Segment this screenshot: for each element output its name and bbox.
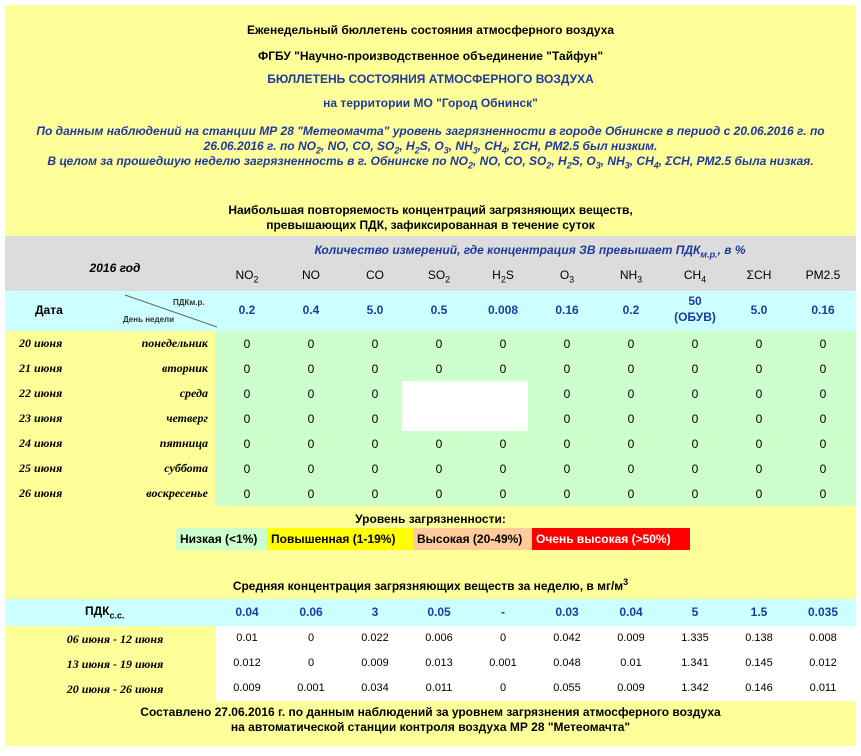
exceedance-cell: 0 <box>627 362 635 376</box>
exceedance-cell: 0 <box>243 362 251 376</box>
pdk-ss-value: - <box>501 605 505 619</box>
footer-note: Составлено 27.06.2016 г. по данным наблюдений за уровнем загрязнения атмосферного воздуха на автоматической станции контроля воздуха МР 28 "Метеомачта" <box>140 705 721 734</box>
average-cell: 1.335 <box>681 632 709 644</box>
exceedance-cell: 0 <box>819 412 827 426</box>
exceedance-cell: 0 <box>307 462 315 476</box>
average-cell: 0.012 <box>233 657 261 669</box>
average-cell: 0.146 <box>745 682 773 694</box>
row-weekday: воскресенье <box>146 486 208 500</box>
pollutant-name: CH <box>683 268 702 282</box>
row-values <box>215 431 856 456</box>
exceedance-cell: 0 <box>627 437 635 451</box>
measurement-caption: Количество измерений, где концентрация ЗВ превышает $ПДК_{м.р.}$, в % <box>314 243 746 260</box>
pollutant-name: NH <box>619 268 638 282</box>
pdk-limit-row <box>5 291 856 331</box>
pdk-limit-value: 5.0 <box>750 303 768 317</box>
pdk-ss-value: 0.035 <box>807 605 839 619</box>
row-weekday: вторник <box>162 361 208 375</box>
exceedance-cell: 0 <box>819 487 827 501</box>
pdk-ss-value: 3 <box>371 605 379 619</box>
territory-title: на территории МО "Город Обнинск" <box>323 96 538 110</box>
average-cell: 0.022 <box>361 632 389 644</box>
pollutant-header <box>727 268 791 282</box>
exceedance-cell: 0 <box>435 462 443 476</box>
exceedance-cell: 0 <box>755 387 763 401</box>
exceedance-cell: 0 <box>499 337 507 351</box>
exceedance-cell: 0 <box>307 437 315 451</box>
exceedance-cell: 0 <box>435 362 443 376</box>
pdk-ss-value: 0.03 <box>555 605 579 619</box>
row-date: 20 июня <box>19 336 63 350</box>
table-row <box>5 456 856 481</box>
summary-text <box>13 124 848 169</box>
average-cell: 1.342 <box>681 682 709 694</box>
repeatability-title: Наибольшая повторяемость концентраций загрязняющих веществ, превышающих ПДК, зафиксированная в течение суток <box>228 203 633 232</box>
exceedance-cell: 0 <box>307 387 315 401</box>
row-date: 26 июня <box>19 486 63 500</box>
week-row <box>5 651 856 676</box>
average-cell: 0.009 <box>617 682 645 694</box>
pdk-ss-value: 5 <box>691 605 699 619</box>
exceedance-cell: 0 <box>371 462 379 476</box>
pollutant-header <box>215 268 279 284</box>
average-cell: 0.138 <box>745 632 773 644</box>
exceedance-cell: 0 <box>563 487 571 501</box>
exceedance-cell: 0 <box>371 437 379 451</box>
row-values <box>215 381 856 406</box>
average-cell: 0.009 <box>617 632 645 644</box>
pollutant-header <box>279 268 343 282</box>
pollutant-name: O <box>559 268 570 282</box>
pdk-limit-value: 0.16 <box>811 303 835 317</box>
average-cell: 0 <box>307 657 315 669</box>
pdk-ss-value: 0.05 <box>427 605 451 619</box>
exceedance-cell: 0 <box>243 462 251 476</box>
row-date: 23 июня <box>19 411 63 425</box>
exceedance-cell: 0 <box>627 412 635 426</box>
row-weekday: четверг <box>166 411 208 425</box>
exceedance-cell: 0 <box>243 387 251 401</box>
exceedance-cell: 0 <box>371 362 379 376</box>
exceedance-cell: 0 <box>499 462 507 476</box>
exceedance-cell: 0 <box>627 462 635 476</box>
pdk-ss-row <box>5 599 856 626</box>
exceedance-cell: 0 <box>627 387 635 401</box>
exceedance-cell: 0 <box>563 437 571 451</box>
exceedance-cell: 0 <box>563 337 571 351</box>
summary-paragraph-1: По данным наблюдений на станции МР 28 "Метеомачта" уровень загрязненности в городе Обнинске в период с 20.06.2016 г. по 26.06.2016 г. по $NO_2$, NO, CO, $SO_2$, $H_2S$, $O_3$, $NH_3$, $CH_4$, ΣCH, PM2.5 был низким. <box>36 124 825 156</box>
exceedance-cell: 0 <box>307 337 315 351</box>
pollutant-subscript: 2 <box>253 274 259 285</box>
average-cell: 0.042 <box>553 632 581 644</box>
average-title: Средняя концентрация загрязняющих веществ за неделю, в $мг/м^3$ <box>232 577 629 593</box>
average-cell: 0.145 <box>745 657 773 669</box>
table-row <box>5 356 856 381</box>
average-cell: 0.055 <box>553 682 581 694</box>
date-column-label: Дата <box>35 303 63 317</box>
exceedance-cell: 0 <box>755 412 763 426</box>
exceedance-cell: 0 <box>755 487 763 501</box>
pollutant-name: NO <box>235 268 254 282</box>
pollutant-subscript: 4 <box>701 274 707 285</box>
pollutant-header <box>663 268 727 284</box>
pdk-ss-value: 0.04 <box>235 605 259 619</box>
exceedance-cell: 0 <box>627 337 635 351</box>
row-values <box>215 356 856 381</box>
week-row <box>5 626 856 651</box>
average-cell: 0.048 <box>553 657 581 669</box>
average-cell: 0.009 <box>233 682 261 694</box>
average-cell: 0.01 <box>620 657 642 669</box>
pollutant-header <box>343 268 407 282</box>
exceedance-cell: 0 <box>499 362 507 376</box>
week-row <box>5 676 856 701</box>
exceedance-cell: 0 <box>691 387 699 401</box>
exceedance-cell: 0 <box>563 362 571 376</box>
bulletin-page <box>5 5 856 746</box>
exceedance-cell: 0 <box>371 412 379 426</box>
exceedance-cell: 0 <box>691 362 699 376</box>
bulletin-heading: Еженедельный бюллетень состояния атмосферного воздуха <box>246 23 615 37</box>
row-weekday: среда <box>179 386 208 400</box>
row-date: 25 июня <box>19 461 63 475</box>
average-cell: 0.008 <box>809 632 837 644</box>
row-values <box>215 456 856 481</box>
exceedance-cell: 0 <box>371 487 379 501</box>
exceedance-cell: 0 <box>563 412 571 426</box>
average-cell: 1.341 <box>681 657 709 669</box>
exceedance-cell: 0 <box>819 387 827 401</box>
row-date: 21 июня <box>19 361 63 375</box>
week-label: 13 июня - 19 июня <box>66 657 164 671</box>
pollutant-subscript: 3 <box>569 274 575 285</box>
pollutant-header <box>791 268 855 282</box>
average-cell: 0 <box>307 632 315 644</box>
pollutant-subscript: 3 <box>637 274 643 285</box>
table-row <box>5 431 856 456</box>
average-cell: 0.01 <box>236 632 258 644</box>
average-cell: 0.001 <box>489 657 517 669</box>
week-label: 06 июня - 12 июня <box>66 632 164 646</box>
row-date: 24 июня <box>19 436 63 450</box>
pollutant-tail: S <box>505 268 514 282</box>
pollutant-header <box>407 268 471 284</box>
average-cell: 0.012 <box>809 657 837 669</box>
row-date: 22 июня <box>19 386 63 400</box>
row-values <box>215 331 856 356</box>
exceedance-cell: 0 <box>371 387 379 401</box>
row-weekday: понедельник <box>141 336 208 350</box>
pdk-limit-value: 0.16 <box>555 303 579 317</box>
exceedance-cell: 0 <box>499 437 507 451</box>
exceedance-cell: 0 <box>243 337 251 351</box>
pdk-limit-value: 5.0 <box>366 303 384 317</box>
pollutant-name: ΣCH <box>746 268 772 282</box>
pollutant-name: PM2.5 <box>805 268 841 282</box>
year-label: 2016 год <box>89 261 141 275</box>
table-header <box>5 236 856 291</box>
level-legend-item: Очень высокая (>50%) <box>532 528 690 550</box>
weekday-axis-label: День недели <box>123 315 175 324</box>
bulletin-title: БЮЛЛЕТЕНЬ СОСТОЯНИЯ АТМОСФЕРНОГО ВОЗДУХА <box>267 72 594 86</box>
level-legend-item: Высокая (20-49%) <box>413 528 532 550</box>
pollutant-header <box>471 268 535 284</box>
exceedance-cell: 0 <box>691 487 699 501</box>
exceedance-cell: 0 <box>243 487 251 501</box>
week-values <box>215 626 856 651</box>
row-values <box>215 406 856 431</box>
exceedance-cell: 0 <box>819 362 827 376</box>
pdk-ss-value: 0.06 <box>299 605 323 619</box>
pollutant-subscript: 2 <box>445 274 451 285</box>
exceedance-cell: 0 <box>307 487 315 501</box>
pollutant-name: H <box>492 268 501 282</box>
row-weekday: суббота <box>164 461 208 475</box>
exceedance-cell: 0 <box>499 487 507 501</box>
average-cell: 0.011 <box>809 682 837 694</box>
pdk-limit-value: 0.4 <box>302 303 320 317</box>
organization-name: ФГБУ "Научно-производственное объединение "Тайфун" <box>257 49 604 63</box>
average-cell: 0 <box>499 632 507 644</box>
level-legend-item: Низкая (<1%) <box>176 528 267 550</box>
pdk-limit-value: 0.2 <box>622 303 640 317</box>
pdk-ss-value: 0.04 <box>619 605 643 619</box>
exceedance-cell: 0 <box>691 337 699 351</box>
exceedance-cell: 0 <box>691 462 699 476</box>
average-cell: 0.001 <box>297 682 325 694</box>
average-cell: 0.034 <box>361 682 389 694</box>
exceedance-cell: 0 <box>307 412 315 426</box>
pollutant-header <box>535 268 599 284</box>
exceedance-cell: 0 <box>755 362 763 376</box>
pollutant-name: CO <box>366 268 384 282</box>
pdk-limit-value: 50 <box>688 294 702 308</box>
week-values <box>215 676 856 701</box>
exceedance-cell: 0 <box>755 437 763 451</box>
row-values <box>215 481 856 506</box>
exceedance-cell: 0 <box>243 412 251 426</box>
exceedance-cell: 0 <box>691 412 699 426</box>
week-values <box>215 651 856 676</box>
exceedance-cell: 0 <box>819 437 827 451</box>
missing-data-cell <box>402 381 528 431</box>
row-weekday: пятница <box>159 436 208 450</box>
week-label: 20 июня - 26 июня <box>66 682 164 696</box>
average-cell: 0.009 <box>361 657 389 669</box>
pollutant-subscript: 2 <box>500 274 506 285</box>
pdk-limit-value: 0.5 <box>430 303 448 317</box>
exceedance-cell: 0 <box>435 487 443 501</box>
pdk-limit-value: 0.008 <box>487 303 519 317</box>
level-title: Уровень загрязненности: <box>355 512 506 526</box>
average-cell: 0.011 <box>425 682 453 694</box>
exceedance-cell: 0 <box>691 437 699 451</box>
level-legend-item: Повышенная (1-19%) <box>267 528 413 550</box>
pdk-limit-value: 0.2 <box>238 303 256 317</box>
exceedance-cell: 0 <box>563 387 571 401</box>
exceedance-cell: 0 <box>563 462 571 476</box>
exceedance-cell: 0 <box>371 337 379 351</box>
exceedance-cell: 0 <box>307 362 315 376</box>
pollutant-name: NO <box>302 268 320 282</box>
exceedance-cell: 0 <box>755 337 763 351</box>
exceedance-cell: 0 <box>243 437 251 451</box>
pdk-ss-value: 1.5 <box>750 605 768 619</box>
pdk-ss-label: $ПДК_{с.с.}$ <box>85 604 125 621</box>
exceedance-cell: 0 <box>819 337 827 351</box>
average-cell: 0 <box>499 682 507 694</box>
pollutant-header <box>599 268 663 284</box>
exceedance-cell: 0 <box>627 487 635 501</box>
exceedance-cell: 0 <box>819 462 827 476</box>
average-cell: 0.006 <box>425 632 453 644</box>
exceedance-cell: 0 <box>435 437 443 451</box>
pollutant-name: SO <box>427 268 446 282</box>
exceedance-cell: 0 <box>435 337 443 351</box>
exceedance-cell: 0 <box>755 462 763 476</box>
pdk-limit-note: (ОБУВ) <box>674 310 716 324</box>
table-row <box>5 331 856 356</box>
table-row <box>5 481 856 506</box>
average-cell: 0.013 <box>425 657 453 669</box>
summary-paragraph-2: В целом за прошедшую неделю загрязненность в г. Обнинске по $NO_2$, NO, CO, $SO_2$, $H_2S$, $O_3$, $NH_3$, $CH_4$, ΣCH, PM2.5 была низкая. <box>47 154 814 171</box>
pdk-axis-label: ПДКм.р. <box>173 298 205 307</box>
